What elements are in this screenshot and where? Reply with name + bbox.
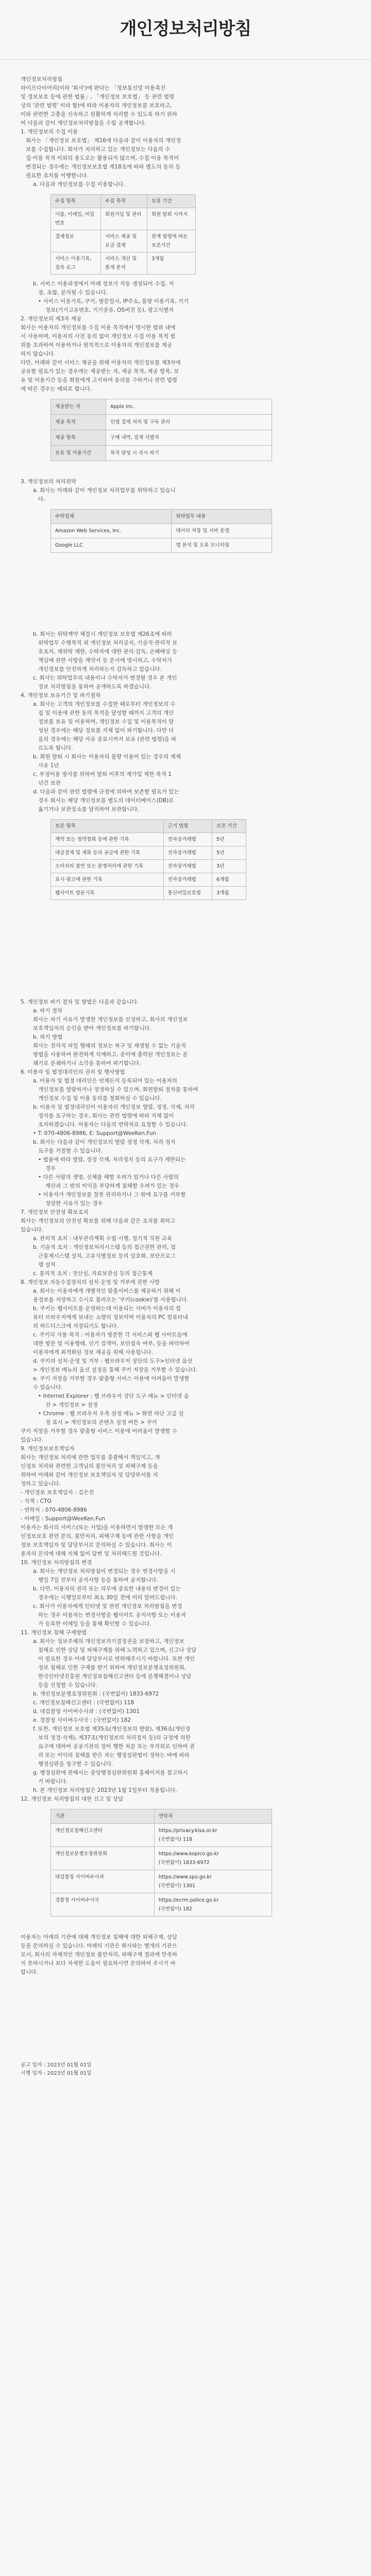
text-line: b. 개인정보분쟁조정위원회 : (국번없이) 1833-6972 <box>33 1691 159 1697</box>
section-1 <box>21 128 330 315</box>
text-line: 개인정보 수집 및 이용 동의를 철회하실 수 있습니다. <box>38 1095 162 1101</box>
table-header: 수집 항목 <box>51 195 101 208</box>
text-line: • Internet Explorer : 웹 브라우저 상단 도구 메뉴 > 인터넷 옵 <box>38 1393 189 1399</box>
text-line: b. 쿠키는 웹사이트를 운영하는데 이용되는 서버가 이용자의 컴 <box>33 1306 181 1312</box>
text-line: g. 행정심판에 관해서는 중앙행정심판위원회 홈페이지를 참고하시 <box>33 1770 188 1776</box>
section-4 <box>21 691 330 998</box>
text-line: a. 회사는 이용자에게 개별적인 맞춤서비스를 제공하기 위해 이 <box>33 1288 181 1294</box>
table-cell: 5년 <box>212 846 246 860</box>
text-line: 서 사용하며, 이용자의 사전 동의 없이 개인정보 수집 이용 목적 범 <box>21 333 176 340</box>
section-3 <box>21 478 330 691</box>
text-line: 정 표시 > 개인정보의 콘텐츠 설정 버튼 > 쿠키 <box>45 1419 157 1426</box>
table-cell: 3년 <box>212 860 246 873</box>
table-cell: 계약 또는 청약철회 등에 관한 기록 <box>51 833 164 846</box>
table-cell: 경찰청 사이버수사국 <box>51 1893 155 1917</box>
table-cell: 앱 분석 및 오류 모니터링 <box>172 538 272 553</box>
table-cell: 관계 법령에 따른 보존기간 <box>147 230 195 252</box>
text-line: 정지를 요구하는 경우, 회사는 관련 법령에 따라 지체 없이 <box>38 1113 174 1119</box>
officer-email[interactable]: - 이메일 : Support@WeeKen.Fun <box>21 1516 106 1522</box>
text-line: 정하고 있습니다. <box>21 1481 61 1487</box>
text-line: 있습니다. <box>21 1227 43 1233</box>
text-line: 침해로 인한 상담 및 피해구제를 위해 노력하고 있으며, 신고나 상담 <box>38 1647 197 1653</box>
text-line: • Chrome : 웹 브라우저 우측 설정 메뉴 > 화면 하단 고급 설 <box>38 1411 184 1417</box>
policy-dates <box>21 2061 330 2078</box>
table-header: 수탁업체 <box>51 510 172 524</box>
section-heading: 9. 개인정보보호책임자 <box>21 1446 75 1452</box>
text-line: 기 바랍니다. <box>38 1778 68 1785</box>
text-line: a. 회사는 개인정보 처리방침이 변경되는 경우 변경사항을 시 <box>33 1568 176 1574</box>
table-cell: 전자상거래법 <box>163 860 212 873</box>
text-line: 사유 1년 <box>38 762 59 769</box>
table-cell: 전자상거래법 <box>163 833 212 846</box>
text-line: d. 쿠키의 설치·운영 및 거부 : 웹브라우저 상단의 도구>인터넷 옵션 <box>33 1358 193 1364</box>
table-header: 제공받는 자 <box>51 399 106 415</box>
text-line: 경우 회사는 해당 개인정보를 별도의 데이터베이스(DB)로 <box>38 798 174 804</box>
text-line: 용정보를 저장하고 수시로 불러오는 '쿠키(cookie)'를 사용합니다. <box>33 1297 189 1303</box>
table-cell: 전자상거래법 <box>163 846 212 860</box>
table-header: 제공 항목 <box>51 430 106 446</box>
text-line: 인정보 처리와 관련한 고객님의 불만처리 및 피해구제 등을 <box>21 1463 158 1469</box>
text-line: 회사는 이용자의 개인정보를 수집 이용 목적에서 명시한 범위 내에 <box>21 325 176 331</box>
text-line: 회사는 개인정보 처리에 관한 업무를 총괄해서 책임지고, 개 <box>21 1454 160 1461</box>
section-11 <box>21 1629 330 1795</box>
text-line: 의 하드디스크에 저장되기도 합니다. <box>33 1323 119 1329</box>
text-line: 조치하겠습니다. 이용자는 다음의 연락처로 요청할 수 있습니다. <box>38 1122 188 1128</box>
section-heading: 4. 개인정보 보유기간 및 파기절차 <box>21 692 101 699</box>
text-line: 쇄기로 분쇄하거나 소각을 통하여 파기합니다. <box>33 1060 141 1066</box>
table-cell: 회원 탈퇴 시까지 <box>147 208 195 230</box>
text-line: 등을 신청할 수 있습니다. <box>38 1682 97 1688</box>
text-line: f. 또한, 개인정보 보호법 제35조(개인정보의 열람), 제36조(개인정 <box>33 1726 191 1732</box>
text-line: b. 이용자 및 법정대리인이 이용자의 개인정보 열람, 정정, 삭제, 처리 <box>33 1104 195 1110</box>
text-line: 에 따른 경우는 예외로 합니다. <box>21 386 92 392</box>
officer-line: - 개인정보 보호책임자 : 김은진 <box>21 1489 94 1496</box>
report-agencies-table <box>50 1809 272 1917</box>
text-line: a. 이용자 및 법정 대리인은 언제든지 등록되어 있는 이용자의 <box>33 1078 177 1084</box>
table-row <box>51 833 246 846</box>
officer-line: - 직책 : CTO <box>21 1498 52 1504</box>
table-header: 수집 목적 <box>101 195 147 208</box>
text-line: 정보를 보유 및 이용하며, 개인정보 수집 및 이용목적이 달 <box>38 719 174 725</box>
text-line: 행일 7일 전부터 공지사항 등을 통하여 공지합니다. <box>38 1577 158 1583</box>
table-cell: 소비자의 불만 또는 분쟁처리에 관한 기록 <box>51 860 164 873</box>
intro-line: 상의 '관련 법령' 이라 함)에 따라 이용자의 개인정보를 보호하고, <box>21 103 172 109</box>
text-line: b. 기술적 조치 : 개인정보처리시스템 등의 접근권한 관리, 접 <box>33 1244 176 1250</box>
intro-line: 및 정보보호 등에 관한 법률」, 「개인정보 보호법」 등 관련 법령 <box>21 94 175 100</box>
outsourcing-table <box>50 509 272 553</box>
text-line: 요구에 대하여 공공기관의 장이 행한 처분 또는 부작위로 인하여 권 <box>38 1743 195 1750</box>
section-12 <box>21 1795 330 1917</box>
intro-line: 라이프다이어리(이하 '회사')에 판다는 「정보통신망 이용촉진 <box>21 85 166 91</box>
table-cell: 개인정보침해신고센터 <box>51 1824 155 1847</box>
table-row <box>51 446 272 461</box>
text-line: 정보(기기고유번호, 기기종류, OS버전 등), 광고식별자 <box>45 307 174 313</box>
table-cell: 대검찰청 사이버수사과 <box>51 1870 155 1893</box>
table-header: 보존 기간 <box>212 820 246 833</box>
text-line: 근통제시스템 설치, 고유식별정보 등의 암호화, 보안프로그 <box>38 1253 176 1259</box>
text-line: 옮기거나 보관장소를 달리하여 보관합니다. <box>38 806 139 812</box>
text-line: 년간 보관 <box>38 780 61 786</box>
text-line: 집·이용 목적 이외의 용도로는 활용되지 않으며, 수집·이용 목적이 <box>26 155 179 161</box>
text-line: 회사는 「개인정보 보호법」 제16에 다음과 같이 이용자의 개인정 <box>26 138 181 144</box>
text-line: 개인정보를 안전하게 처리하는지 감독하고 있습니다. <box>38 666 162 672</box>
text-line: 리 또는 이익의 침해를 받은 자는 행정심판법이 정하는 바에 따라 <box>38 1752 190 1758</box>
table-row <box>51 415 272 430</box>
text-line: 집 및 이용에 관한 동의 목적을 달성할 때까지 고객의 개인 <box>38 710 174 716</box>
text-line: 유 및 이용기간 등을 회원에게 고지하여 동의를 구하거나 관련 법령 <box>21 377 177 383</box>
table-cell: 6개월 <box>212 873 246 887</box>
table-cell: 전자상거래법 <box>163 873 212 887</box>
text-line: • 다른 사람의 생명, 신체를 해할 우려가 있거나 다른 사람의 <box>38 1174 179 1180</box>
text-line: c. 회사가 이용자에게 인터넷 및 관련 개인정보 처리방침을 변경 <box>33 1603 182 1609</box>
text-line: 보를 수집합니다. 회사가 처리하고 있는 개인정보는 다음의 수 <box>26 146 171 152</box>
text-line: 회사는 전자적 파일 형태의 정보는 복구 및 재생될 수 없는 기술적 <box>33 1043 187 1049</box>
text-line: c. 물리적 조치 : 전산실, 자료보관실 등의 접근통제 <box>33 1270 153 1277</box>
table-row <box>51 524 272 538</box>
table-row <box>51 846 246 860</box>
table-cell: 회원가입 및 관리 <box>101 208 147 230</box>
table-row <box>51 430 272 446</box>
table-cell: 개인정보분쟁조정위원회 <box>51 1847 155 1870</box>
text-line: 경우에는 시행일로부터 최소 30일 전에 미리 알려드립니다. <box>38 1595 178 1601</box>
text-line: • 서비스 이용기록, 쿠키, 방문일시, IP주소, 불량 이용기록, 기기 <box>38 298 189 304</box>
text-line: 램 설치 <box>38 1262 56 1268</box>
text-line: 쿠키 저장을 거부할 경우 맞춤형 서비스 이용에 어려움이 발생할 수 <box>21 1428 177 1434</box>
table-cell[interactable]: https://privacy.kisa.or.kr (국번없이) 118 <box>154 1824 272 1847</box>
table-header: 제공 목적 <box>51 415 106 430</box>
text-line: c. 회사는 위탁업무의 내용이나 수탁자가 변경될 경우 본 개인 <box>33 675 177 681</box>
text-line: 다. <box>38 496 45 502</box>
table-cell: Amazon Web Services, Inc. <box>51 524 172 538</box>
section-heading: 7. 개인정보 안전성 확보조치 <box>21 1209 89 1215</box>
text-line: 용자의 문의에 대해 지체 없이 답변 및 처리해드릴 것입니다. <box>21 1551 162 1557</box>
text-line: 호조치, 재위탁 제한, 수탁자에 대한 관리·감독, 손해배상 등 <box>38 649 178 655</box>
text-line: 이용자는 회사의 서비스(또는 사업)을 이용하면서 발생한 모든 개 <box>21 1524 173 1531</box>
table-row <box>51 252 196 275</box>
text-line: b. 다만, 이용자의 권리 또는 의무에 중요한 내용의 변경이 있는 <box>33 1586 181 1592</box>
table-row <box>51 538 272 553</box>
text-line: 이 필요한 경우 아래 담당부서로 연락해주시기 바랍니다. 또한 개인 <box>38 1656 195 1662</box>
section-heading: 1. 개인정보의 수집 이용 <box>21 129 78 135</box>
text-line: 위를 초과하여 이용하거나 원칙적으로 이용자의 개인정보를 제공 <box>21 342 172 348</box>
text-line: 한국인터넷진흥원 개인정보침해신고센터 등에 분쟁해결이나 상담 <box>38 1673 192 1680</box>
text-line: d. 대검찰청 사이버수사과 : (국번없이) 1301 <box>33 1708 140 1715</box>
intro-line: 개인정보처리방침 <box>21 76 63 82</box>
section-heading: 8. 개인정보 자동수집장치의 설치·운영 및 거부에 관한 사항 <box>21 1279 160 1285</box>
table-cell: 결제정보 <box>51 230 101 252</box>
table-header: 기관 <box>51 1809 155 1824</box>
text-line: 이용자는 아래의 기관에 대해 개인정보 침해에 대한 피해구제, 상담 <box>21 1934 177 1940</box>
text-line: c. 쿠키의 사용 목적 : 이용자가 방문한 각 서비스와 웹 사이트들에 <box>33 1332 188 1338</box>
text-line: 정당한 사유가 있는 경우 <box>45 1200 103 1207</box>
text-line: c. 부정이용 방지를 위하여 탈퇴 이후의 재가입 제한 목적 1 <box>33 771 172 777</box>
section-heading: 10. 개인정보 처리방침의 변경 <box>21 1560 92 1566</box>
text-line: 회사는 개인정보의 안전성 확보를 위해 다음과 같은 조치를 취하고 <box>21 1218 176 1224</box>
section-7 <box>21 1208 330 1278</box>
contact-line: • T: 070-4806-8986, E: Support@WeeKen.Fun <box>33 1130 157 1137</box>
table-cell: 서비스 개선 및 통계 분석 <box>101 252 147 275</box>
text-line: 인정보보호 관련 문의, 불만처리, 피해구제 등에 관한 사항을 개인 <box>21 1533 174 1539</box>
intro-line: 여 다음과 같이 개인정보처리방침을 수립 공개합니다. <box>21 120 146 126</box>
text-line: a. 파기 절차 <box>33 1008 63 1014</box>
text-line: 하지 않습니다. <box>21 351 56 357</box>
section-10 <box>21 1558 330 1629</box>
text-line: 정보 처리방침을 통하여 공개하도록 하겠습니다. <box>38 684 151 690</box>
intro <box>21 75 330 128</box>
text-line: 경우 <box>45 1165 56 1172</box>
text-line: 하는 경우 이용자는 변경사항을 웹사이트 공지사항 또는 이용자 <box>38 1612 187 1618</box>
text-line: 필요한 조치를 이행할니다. <box>26 173 89 179</box>
collection-table <box>50 194 196 275</box>
text-line: b. 파기 방법 <box>33 1034 63 1040</box>
third-party-table <box>50 399 272 461</box>
closing-paragraph <box>21 1933 330 1977</box>
text-line: a. 관리적 조치 : 내부관리계획 수립·시행, 정기적 직원 교육 <box>33 1235 172 1242</box>
section-heading: 12. 개인정보 처리방침의 대한 신고 및 상담 <box>21 1796 124 1802</box>
text-line: 등을 문의하실 수 있습니다. 아래의 기관은 회사와는 별개의 기관으 <box>21 1943 177 1949</box>
text-line: 위탁업무 수행목적 외 개인정보 처리금지, 기술적·관리적 보 <box>38 640 178 646</box>
table-cell: 웹사이트 방문기록 <box>51 887 164 900</box>
section-heading: 11. 개인정보 침해 구제방법 <box>21 1630 87 1636</box>
table-cell: 3개월 <box>147 252 195 275</box>
table-cell: Google LLC <box>51 538 172 553</box>
text-line: 공유할 필요가 있는 경우에는 제공받는 자, 제공 목적, 제공 항목, 보 <box>21 368 179 375</box>
text-line: 회사는 파기 사유가 발생한 개인정보를 선정하고, 회사의 개인정보 <box>33 1016 188 1023</box>
text-line: e. 쿠키 저장을 거부할 경우 맞춤형 서비스 이용에 어려움이 발생할 <box>33 1376 190 1382</box>
intro-line: 이와 관련한 고충을 신속하고 원활하게 처리할 수 있도록 하기 위하 <box>21 111 177 117</box>
table-header: 보유 및 이용기간 <box>51 446 106 461</box>
text-line: 보호책임자의 승인을 받아 개인정보를 파기합니다. <box>33 1025 151 1031</box>
table-cell: 통신비밀보호법 <box>163 887 212 900</box>
text-line: 로서, 회사의 자체적인 개인정보 불만처리, 피해구제 결과에 만족하 <box>21 1952 177 1958</box>
text-line: • 이용자가 개인정보를 잘못 관리하거나 그 밖에 요구를 거부할 <box>38 1192 186 1198</box>
text-line: 위하여 아래와 같이 개인정보 보호책임자 및 담당부서를 지 <box>21 1472 158 1478</box>
text-line: 변경되는 경우에는 개인정보보호법 제18조에 따라 별도의 동의 등 <box>26 164 181 170</box>
table-cell: 인앱 결제 처리 및 구독 관리 <box>106 415 272 430</box>
text-line: b. 회사는 위탁계약 체결시 개인정보 보호법 제26조에 따라 <box>33 631 172 637</box>
table-cell: 5년 <box>212 833 246 846</box>
table-cell: 목적 달성 시 즉시 파기 <box>106 446 272 461</box>
text-line: 수 있습니다. <box>33 1384 63 1391</box>
text-line: 보의 정정·삭제), 제37조(개인정보의 처리정지 등)의 규정에 의한 <box>38 1735 191 1741</box>
text-line: 개인정보를 열람하거나 정정하실 수 있으며, 회원탈퇴 절차를 통하여 <box>38 1087 198 1093</box>
text-line: e. 경찰청 사이버수사국 : (국번없이) 182 <box>33 1717 131 1723</box>
officer-line: - 연락처 : 070-4806-8986 <box>21 1507 87 1513</box>
text-line: b. 회원 탈퇴 시 회사는 이용자의 불량 이용이 있는 경우의 제재 <box>33 754 181 760</box>
text-line: 있습니다. <box>21 1437 43 1443</box>
text-line: 재산과 그 밖의 이익을 부당하게 침해할 우려가 있는 경우 <box>45 1183 179 1189</box>
text-line: a. 회사는 고객의 개인정보를 수집한 때로부터 개인정보의 수 <box>33 701 176 707</box>
text-line: 성된 경우에는 해당 정보를 지체 없이 파기합니다. 다만 다 <box>38 727 174 734</box>
section-6 <box>21 1068 330 1208</box>
table-row <box>51 1893 272 1917</box>
text-line: 행정심판을 청구할 수 있습니다. <box>38 1761 113 1767</box>
table-cell: 대금결제 및 재화 등의 공급에 관한 기록 <box>51 846 164 860</box>
table-header: 근거 법령 <box>163 820 212 833</box>
text-line: 책임에 관한 사항을 계약서 등 문서에 명시하고, 수탁자가 <box>38 657 172 664</box>
text-line: 장, 조합, 분석될 수 있습니다. <box>38 290 108 296</box>
section-heading: 5. 개인정보 파기 절차 및 방법은 다음과 같습니다. <box>21 999 139 1005</box>
text-line: 정보 침해로 인한 구제를 받기 위하여 개인정보분쟁조정위원회, <box>38 1665 187 1671</box>
section-2 <box>21 315 330 461</box>
text-line: 요구를 거절할 수 있습니다. <box>38 1148 103 1154</box>
table-header: 보존 항목 <box>51 820 164 833</box>
text-line: a. 다음과 개인정보를 수집 이용합니다. <box>33 181 125 188</box>
table-row <box>51 1824 272 1847</box>
table-cell: 서비스 제공 및 요금 결제 <box>101 230 147 252</box>
section-heading: 2. 개인정보의 제3자 제공 <box>21 316 81 322</box>
table-row <box>51 208 196 230</box>
text-line: 션 > 개인정보 > 설정 <box>45 1402 98 1408</box>
table-cell: Apple Inc. <box>106 399 272 415</box>
text-line: a. 회사는 정보주체의 개인정보자기결정권을 보장하고, 개인정보 <box>33 1638 184 1645</box>
table-cell: 3개월 <box>212 887 246 900</box>
text-line: > 개인정보 메뉴의 옵션 설정을 통해 쿠키 저장을 거부할 수 있습니다. <box>33 1367 198 1373</box>
table-cell: 구매 내역, 결제 식별자 <box>106 430 272 446</box>
table-row <box>51 873 246 887</box>
text-line: b. 서비스 이용과정에서 아래 정보가 자동 생성되어 수집, 저 <box>33 281 174 287</box>
table-cell: 이름, 이메일, 비밀번호 <box>51 208 101 230</box>
text-line: h. 본 개인정보 처리방침은 2023년 1월 1일부터 적용됩니다. <box>33 1787 177 1793</box>
text-line: 음의 경우에는 해당 사유 종료시까지 보유 (관련 법령)을 따 <box>38 736 177 742</box>
table-cell: 표시·광고에 관한 기록 <box>51 873 164 887</box>
text-line: d. 다음과 같이 관련 법령에 규정에 의하여 보존할 필요가 있는 <box>33 789 179 795</box>
table-row <box>51 887 246 900</box>
page-title: 개인정보처리방침 <box>120 19 251 39</box>
text-line: 정보 보호책임자 및 담당부서로 문의하실 수 있습니다. 회사는 이 <box>21 1542 172 1548</box>
text-line: 르도록 합니다. <box>38 745 73 751</box>
table-header: 연락처 <box>154 1809 272 1824</box>
table-row <box>51 230 196 252</box>
table-header: 위탁업무 내용 <box>172 510 272 524</box>
text-line: • 법률에 따라 열람, 정정 삭제, 처리정지 등의 요구가 제한되는 <box>38 1157 186 1163</box>
text-line: a. 회사는 아래와 같이 개인정보 처리업무를 위탁하고 있습니 <box>33 487 176 494</box>
text-line: 대한 방문 및 이용형태, 인기 검색어, 보안접속 여부, 등을 파악하여 <box>33 1341 190 1347</box>
section-heading: 3. 개인정보의 처리위탁 <box>21 479 76 485</box>
table-row <box>51 1870 272 1893</box>
table-row <box>51 860 246 873</box>
policy-content <box>0 60 330 2078</box>
text-line: 방법을 사용하여 완전하게 삭제하고, 종이에 출력된 개인정보는 분 <box>33 1052 188 1058</box>
table-cell[interactable]: https://ecrm.police.go.kr (국번없이) 182 <box>154 1893 272 1917</box>
table-row <box>51 399 272 415</box>
text-line: 랍니다. <box>21 1969 38 1975</box>
table-header: 보유 기간 <box>147 195 195 208</box>
text-line: 다만, 아래와 같이 서비스 제공을 위해 이용자의 개인정보를 제3자에 <box>21 360 181 366</box>
table-row <box>51 1847 272 1870</box>
retention-table <box>50 819 246 900</box>
table-cell: 서비스 이용기록, 접속 로그 <box>51 252 101 275</box>
text-line: 지 못하시거나 보다 자세한 도움이 필요하시면 문의하여 주시기 바 <box>21 1960 176 1967</box>
section-5 <box>21 998 330 1068</box>
announce-date: 공고 일자 : 2023년 01월 01일 <box>21 2062 92 2068</box>
section-9 <box>21 1445 330 1558</box>
effective-date: 시행 일자 : 2023년 01월 01일 <box>21 2071 92 2076</box>
text-line: 퓨터 브라우저에게 보내는 소량의 정보이며 이용자의 PC 컴퓨터내 <box>33 1314 188 1320</box>
section-heading: 6. 이용자 및 법정대리인의 권리 및 행사방법 <box>21 1069 125 1075</box>
table-cell[interactable]: https://www.kopico.go.kr (국번없이) 1833-6972 <box>154 1847 272 1870</box>
table-cell: 데이터 저장 및 서버 운영 <box>172 524 272 538</box>
section-8 <box>21 1278 330 1445</box>
text-line: b. 회사는 다음과 같이 개인정보의 열람 정정 삭제, 처리 정지 <box>33 1139 176 1145</box>
text-line: 이용자에게 최적화된 정보 제공을 위해 사용됩니다. <box>33 1349 154 1355</box>
table-cell[interactable]: https://www.spo.go.kr (국번없이) 1301 <box>154 1870 272 1893</box>
text-line: c. 개인정보침해신고센터 : (국번없이) 118 <box>33 1700 134 1706</box>
text-line: 가 등록한 이메일 등을 통해 확인할 수 있습니다. <box>38 1621 151 1627</box>
